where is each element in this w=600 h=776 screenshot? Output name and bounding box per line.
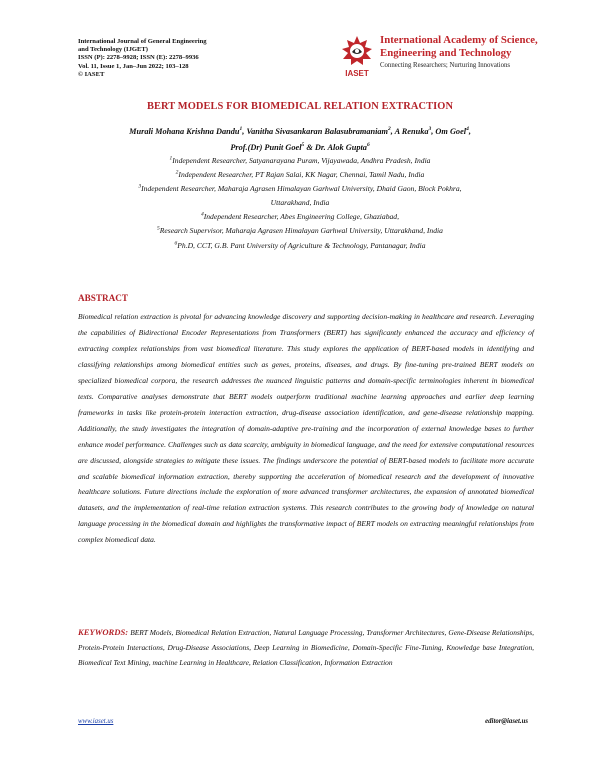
author-name: Dr. Alok Gupta xyxy=(314,143,367,152)
journal-name-line1: International Journal of General Engineering xyxy=(78,38,207,45)
author-name: Prof.(Dr) Punit Goel xyxy=(230,143,302,152)
affiliation-number: 6 xyxy=(174,240,178,247)
abstract-heading: ABSTRACT xyxy=(78,293,129,303)
author-line-2: Prof.(Dr) Punit Goel$^5$ & Dr. Alok Gupta$^6$ xyxy=(230,142,370,152)
footer-website-link[interactable]: www.iaset.us xyxy=(78,718,114,725)
affiliations xyxy=(60,154,540,253)
author-sup: 1 xyxy=(239,126,243,133)
org-tagline: Connecting Researchers; Nurturing Innovations xyxy=(380,62,511,69)
journal-volume: Vol. 11, Issue 1, Jan–Jun 2022; 103–128 xyxy=(78,62,189,70)
affiliation-1 xyxy=(60,154,540,168)
org-title-line2: Engineering and Technology xyxy=(380,47,512,59)
author-name: A Renuka xyxy=(394,127,429,136)
affiliation-text: Independent Researcher, Maharaja Agrasen Himalayan Garhwal University, Dhaid Gaon, Block Pokhra, xyxy=(141,184,462,194)
logo-text: IASET xyxy=(345,69,369,78)
affiliation-text: Independent Researcher, PT Rajan Salai, KK Nagar, Chennai, Tamil Nadu, India xyxy=(178,170,425,180)
affiliation-number: 4 xyxy=(200,211,204,218)
journal-info xyxy=(78,38,278,79)
affiliation-number: 3 xyxy=(138,183,142,190)
affiliation-number: 2 xyxy=(175,169,179,176)
author-line-1: Murali Mohana Krishna Dandu$^1$, Vanitha Sivasankaran Balasubramaniam$^2$, A Renuka$^3$, Om Goel$^4$, xyxy=(129,126,471,136)
footer-email: editor@iaset.us xyxy=(485,718,528,725)
keywords-section xyxy=(78,625,534,671)
author-sup: 3 xyxy=(428,126,432,133)
org-title-line1: International Academy of Science, xyxy=(380,34,538,46)
affiliation-2 xyxy=(60,168,540,182)
affiliation-number: 5 xyxy=(157,225,160,232)
paper-title: BERT MODELS FOR BIOMEDICAL RELATION EXTRACTION xyxy=(146,101,454,112)
affiliation-text: Ph.D, CCT, G.B. Pant University of Agriculture & Technology, Pantanagar, India xyxy=(177,240,426,250)
affiliation-text: Independent Researcher, Abes Engineering College, Ghaziabad, xyxy=(203,212,400,222)
author-name: Vanitha Sivasankaran Balasubramaniam xyxy=(246,127,389,136)
journal-issn: ISSN (P): 2278–9928; ISSN (E): 2278–9936 xyxy=(78,54,199,62)
journal-name-line2: and Technology (IJGET) xyxy=(78,46,148,54)
affiliation-3-cont: Uttarakhand, India xyxy=(270,198,330,208)
affiliation-4 xyxy=(60,210,540,224)
org-header xyxy=(380,34,580,70)
author-name: Om Goel xyxy=(435,127,467,136)
keywords-label: KEYWORDS: xyxy=(78,627,129,637)
affiliation-3 xyxy=(60,182,540,196)
iaset-logo-icon xyxy=(336,30,378,78)
affiliation-5 xyxy=(60,224,540,238)
affiliation-text: Independent Researcher, Satyanarayana Puram, Vijayawada, Andhra Pradesh, India xyxy=(172,156,431,165)
affiliation-text: Research Supervisor, Maharaja Agrasen Himalayan Garhwal University, Uttarakhand, India xyxy=(159,226,443,236)
affiliation-number: 1 xyxy=(169,155,173,162)
abstract-text: Biomedical relation extraction is pivotal for advancing knowledge discovery and supporting decision-making in healthcare and research. Leveraging the capabilities of Bidirectional Encoder Representations from Transformers (BERT) has significantly enhanced the accuracy and efficiency of extracting complex relationships from vast biomedical literature. This study explores the application of BERT-based models in identifying and classifying relationships among biomedical entities such as genes, proteins, diseases, and drugs. By fine-tuning pre-trained BERT models on specialized biomedical corpora, the research addresses the nuanced linguistic patterns and domain-specific terminologies inherent in biomedical texts. Comparative analyses demonstrate that BERT models outperform traditional machine learning approaches and earlier deep learning frameworks in tasks like protein-protein interaction extraction, drug-disease association identification, and gene-disease relationship mapping. Additionally, the study investigates the integration of domain-adaptive pre-training and the incorporation of external knowledge bases to further enhance model performance. Challenges such as data scarcity, ambiguity in biomedical language, and the need for extensive computational resources are discussed, alongside strategies to mitigate these issues. The findings underscore the potential of BERT-based models to facilitate more accurate and scalable biomedical information extraction, thereby supporting the acceleration of biomedical research and the development of innovative healthcare solutions. Future directions include the exploration of more advanced transformer architectures, the expansion of annotated biomedical datasets, and the implementation of real-time relation extraction systems. This research contributes to the growing body of knowledge on natural language processing in the biomedical domain and highlights the transformative impact of BERT models on extracting meaningful relationships from complex biomedical data. xyxy=(78,312,534,545)
author-name: Murali Mohana Krishna Dandu xyxy=(129,127,240,136)
author-sup: 6 xyxy=(366,142,370,149)
author-list xyxy=(70,124,530,156)
journal-copyright: © IASET xyxy=(78,70,105,78)
affiliation-6 xyxy=(60,239,540,253)
author-sup: 4 xyxy=(466,126,469,133)
author-sup: 5 xyxy=(301,142,305,149)
keywords-text: BERT Models, Biomedical Relation Extraction, Natural Language Processing, Transformer Architectures, Gene-Disease Relationships, Protein-Protein Interactions, Drug-Disease Associations, Deep Learning in Biomedicine, Domain-Specific Fine-Tuning, Knowledge base Integration, Biomedical Text Mining, machine Learning in Healthcare, Relation Classification, Information Extraction xyxy=(78,628,534,668)
author-sup: 2 xyxy=(388,126,391,133)
